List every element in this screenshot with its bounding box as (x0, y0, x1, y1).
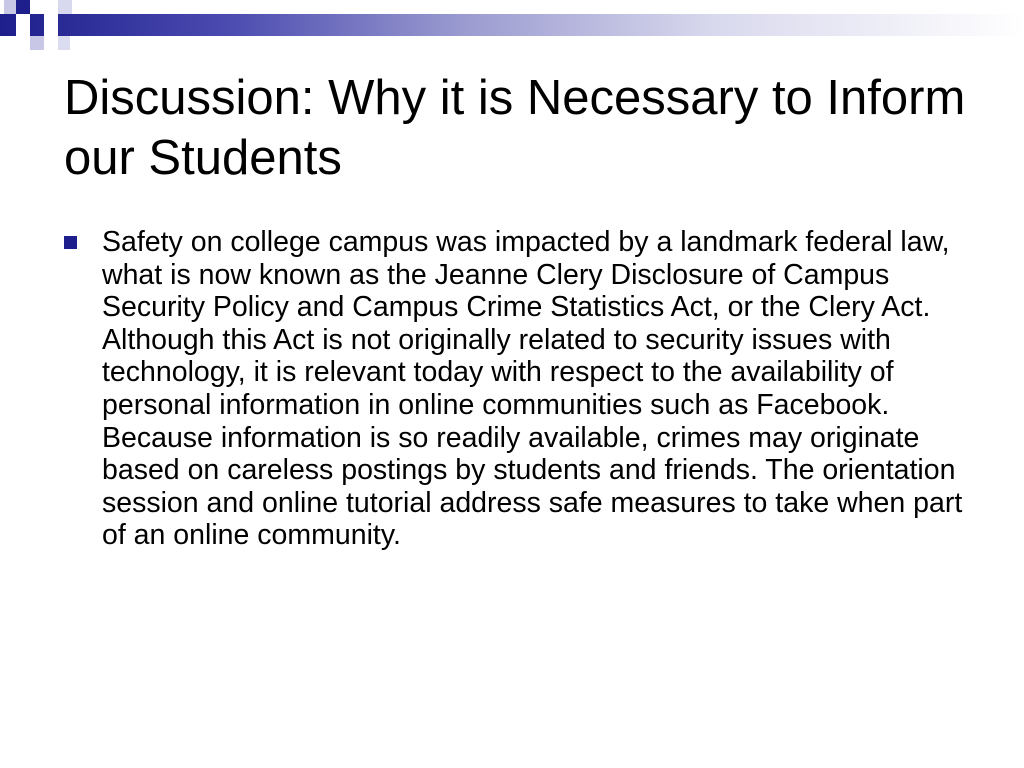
decorative-square (58, 36, 70, 50)
bullet-text: Safety on college campus was impacted by a landmark federal law, what is now known as the Jeanne Clery Disclosure of Campus Security Policy and Campus Crime Statistics Act, or the Clery Act. Although this Act is not originally related to security issues with technology, it is relevant today with respect to the availability of personal information in online communities such as Facebook. Because information is so readily available, crimes may originate based on careless postings by students and friends. The orientation session and online tutorial address safe measures to take when part of an online community. (102, 226, 963, 552)
bullet-list (64, 226, 974, 552)
slide-title: Discussion: Why it is Necessary to Inform our Students (64, 71, 966, 185)
header-gradient-band (0, 14, 1024, 36)
decorative-square (58, 0, 72, 14)
decorative-square (16, 0, 30, 14)
decorative-square (30, 36, 44, 50)
decorative-square (44, 14, 58, 36)
decorative-square (4, 0, 16, 14)
decorative-square (44, 0, 56, 14)
decorative-square (16, 14, 30, 36)
square-bullet-icon (64, 236, 77, 249)
bullet-item (64, 226, 974, 552)
decorative-square (30, 0, 44, 14)
